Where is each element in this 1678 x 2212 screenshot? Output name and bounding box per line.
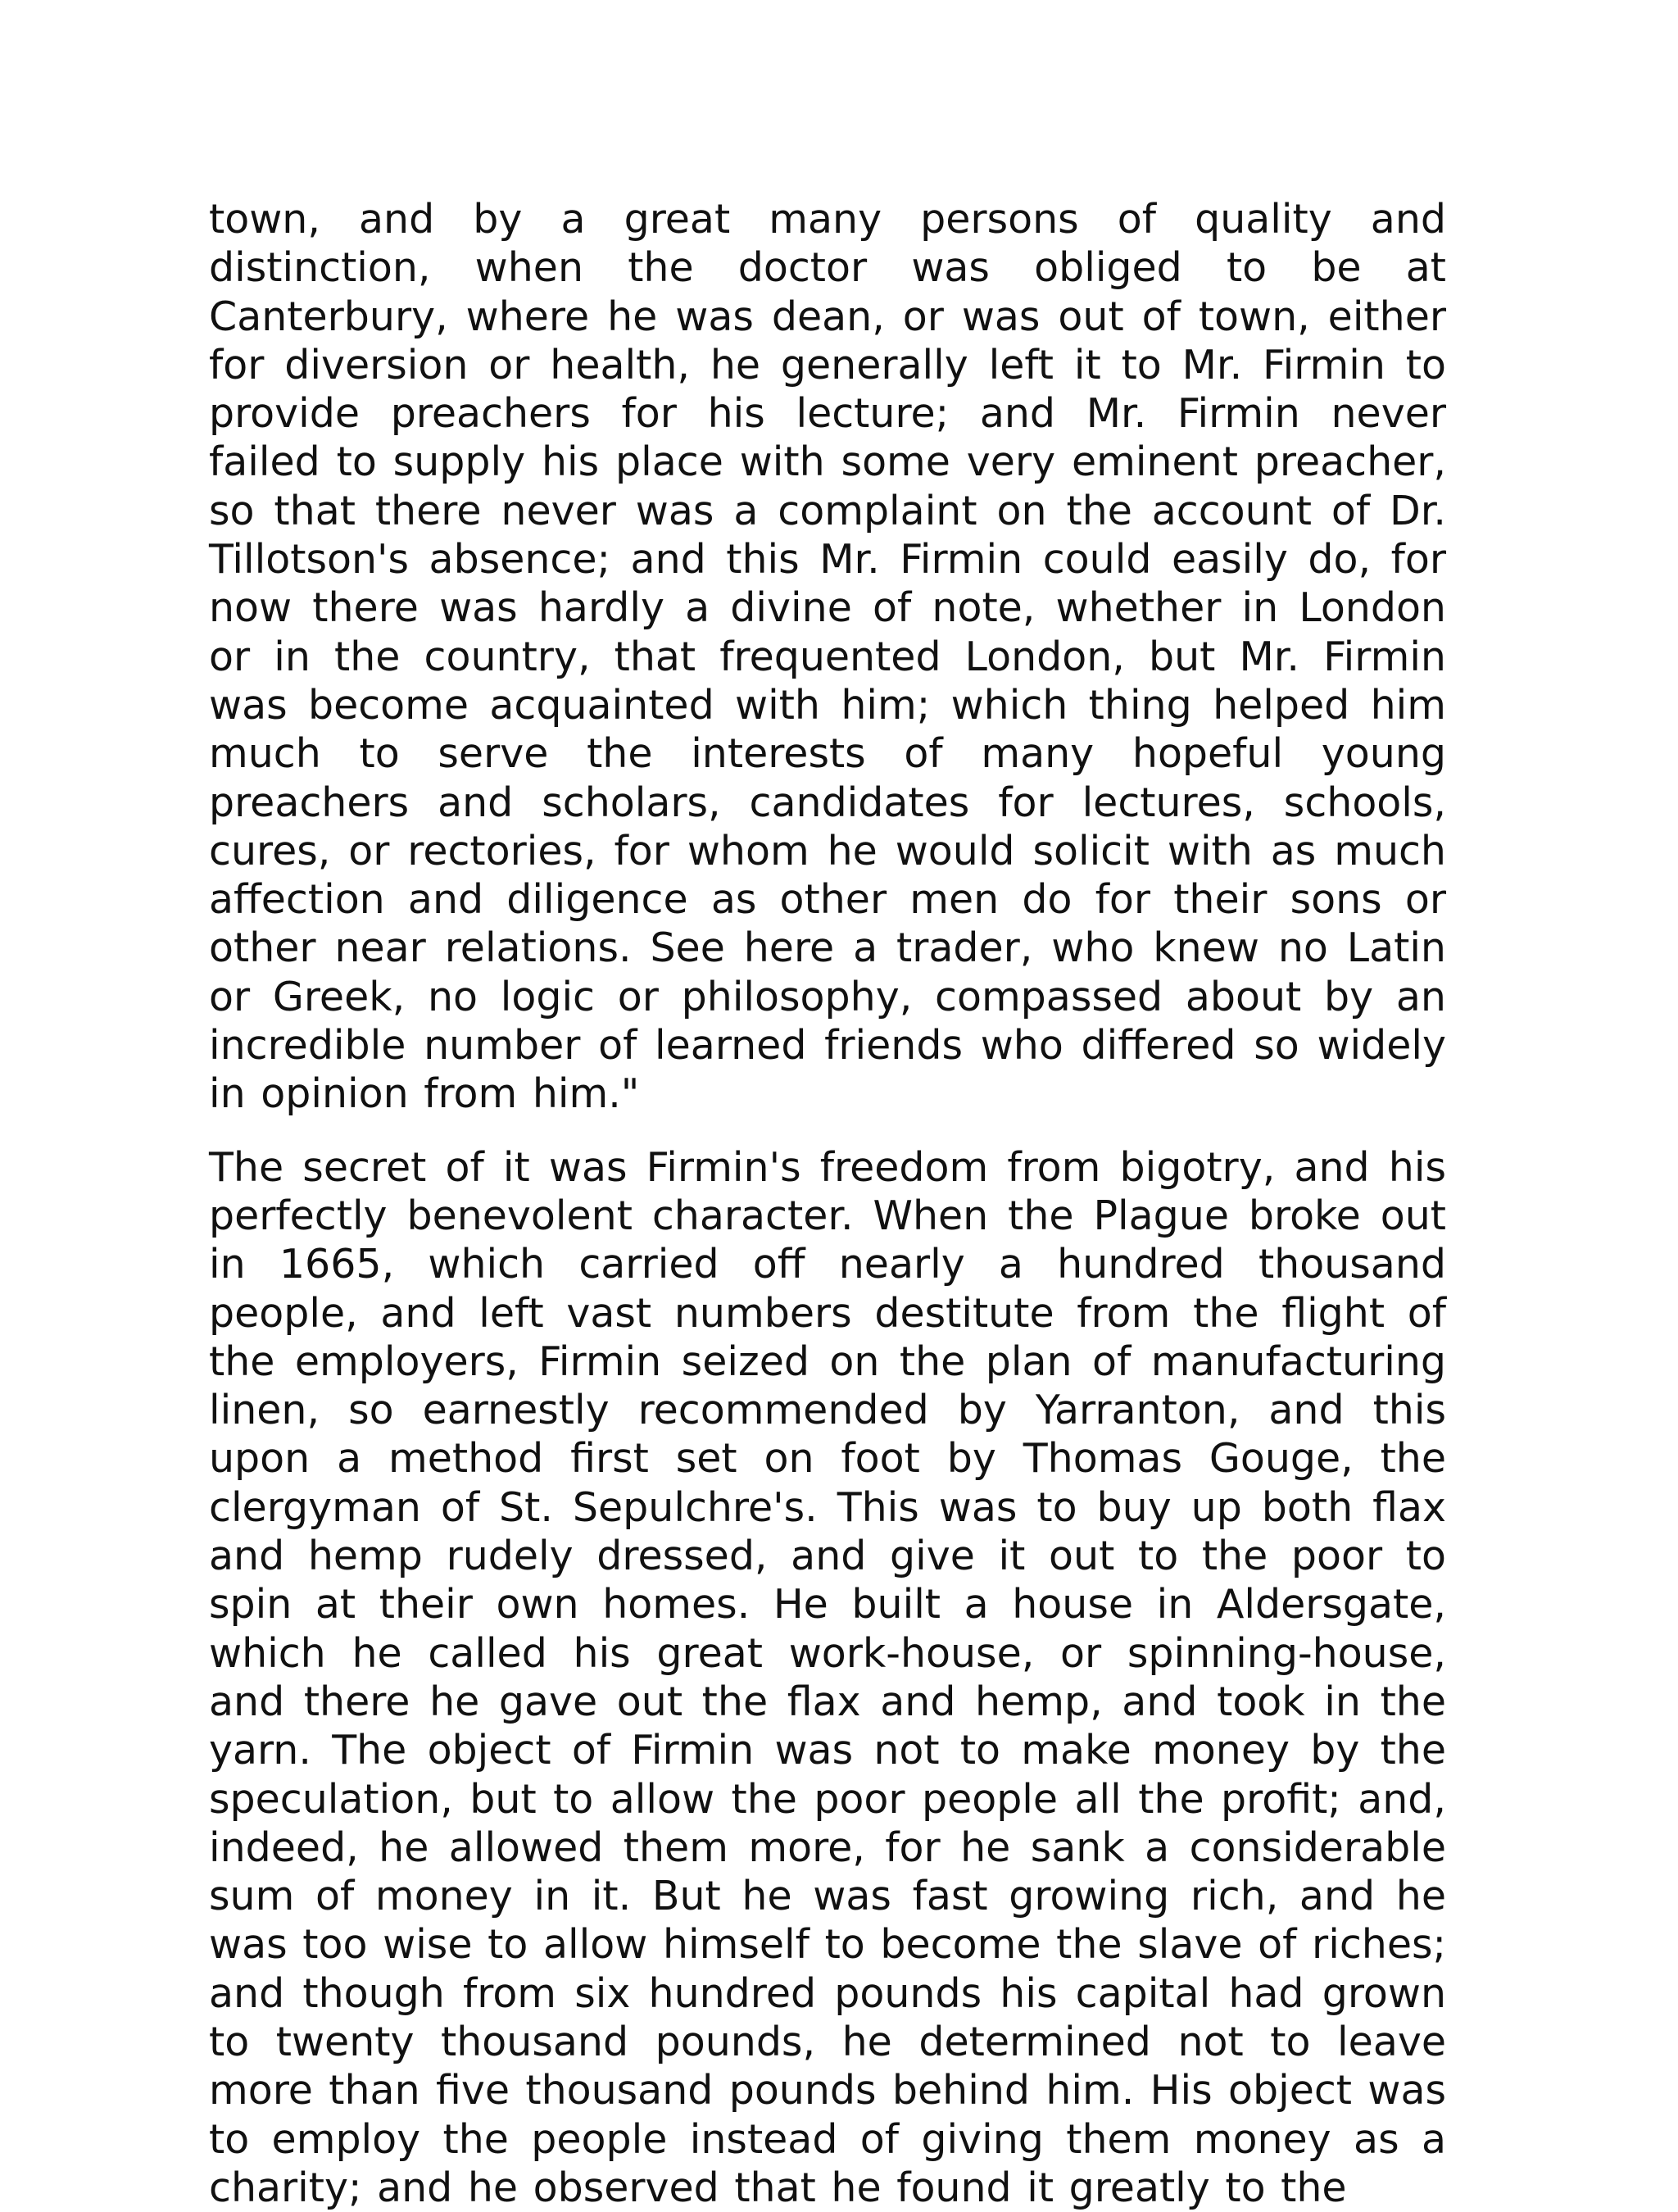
paragraph-1: town, and by a great many persons of quality and distinction, when the doctor was obliged to be at Canterbury, where he was dean, or was out of town, either for diversion or health, he generally left it to Mr. Firmin to provide preachers for his lecture; and Mr. Firmin never failed to supply his place with some very eminent preacher, so that there never was a complaint on the account of Dr. Tillotson's absence; and this Mr. Firmin could easily do, for now there was hardly a divine of note, whether in London or in the country, that frequented London, but Mr. Firmin was become acquainted with him; which thing helped him much to serve the interests of many hopeful young preachers and scholars, candidates for lectures, schools, cures, or rectories, for whom he would solicit with as much affection and diligence as other men do for their sons or other near relations. See here a trader, who knew no Latin or Greek, no logic or philosophy, compassed about by an incredible number of learned friends who differed so widely in opinion from him." <box>209 196 1446 1118</box>
document-page <box>209 195 1446 2211</box>
paragraph-2: The secret of it was Firmin's freedom from bigotry, and his perfectly benevolent character. When the Plague broke out in 1665, which carried off nearly a hundred thousand people, and left vast numbers destitute from the flight of the employers, Firmin seized on the plan of manufacturing linen, so earnestly recommended by Yarranton, and this upon a method first set on foot by Thomas Gouge, the clergyman of St. Sepulchre's. This was to buy up both flax and hemp rudely dressed, and give it out to the poor to spin at their own homes. He built a house in Aldersgate, which he called his great work-house, or spinning-house, and there he gave out the flax and hemp, and took in the yarn. The object of Firmin was not to make money by the speculation, but to allow the poor people all the profit; and, indeed, he allowed them more, for he sank a considerable sum of money in it. But he was fast growing rich, and he was too wise to allow himself to become the slave of riches; and though from six hundred pounds his capital had grown to twenty thousand pounds, he determined not to leave more than five thousand pounds behind him. His object was to employ the people instead of giving them money as a charity; and he observed that he found it greatly to the <box>209 1143 1446 2211</box>
